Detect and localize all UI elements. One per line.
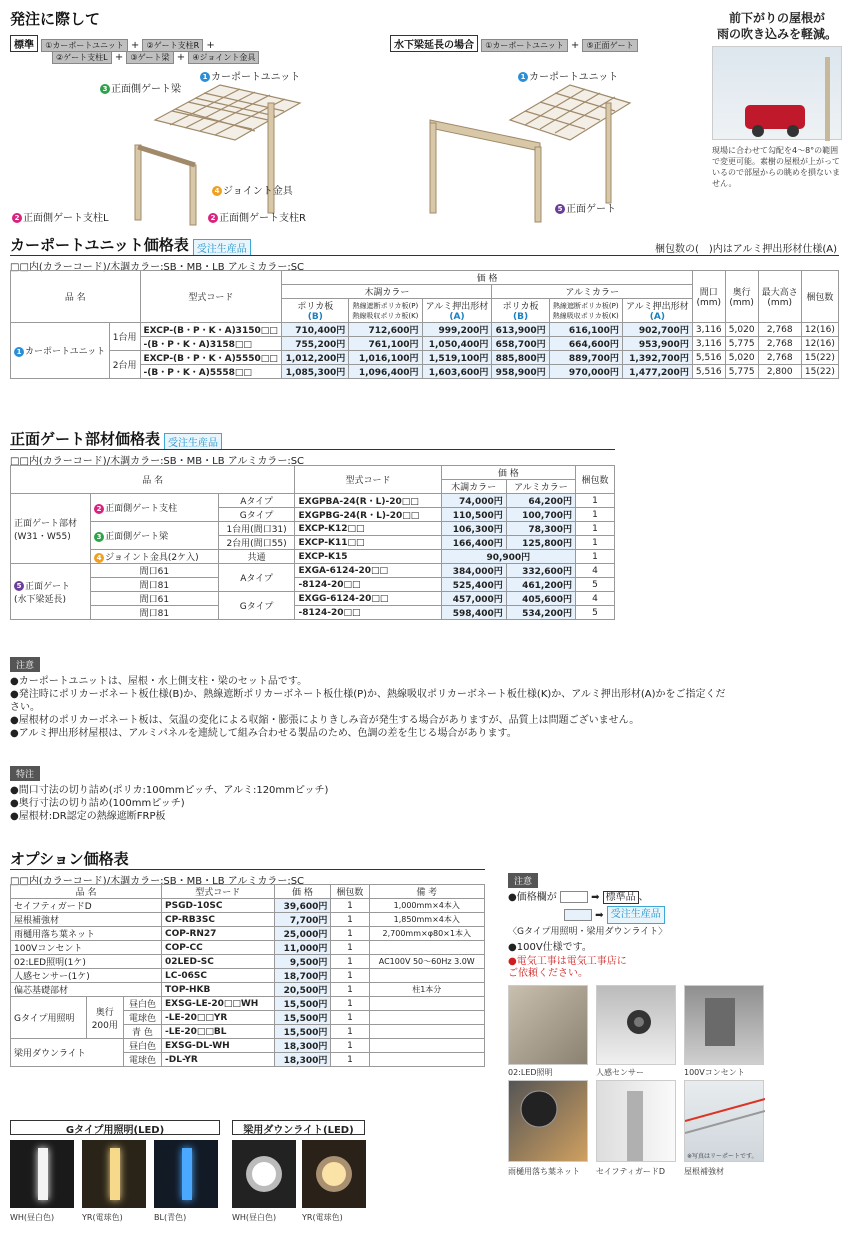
note-item: ●アルミ押出形材屋根は、アルミパネルを連続して組み合わせる製品のため、色調の差を生じる場合があります。 xyxy=(10,728,517,739)
model-code: EXSG-LE-20□□WH xyxy=(162,997,274,1011)
side-text: 現場に合わせて勾配を4〜8°の範囲で変更可能。素樹の屋根が上がっているので部屋からの眺めを損ないません。 xyxy=(712,146,840,188)
sub-type: 共通 xyxy=(218,550,295,564)
spec-cell: 2,768 xyxy=(758,337,801,351)
product-name: 1 カーポートユニット xyxy=(11,323,110,379)
pack-cell: 1 xyxy=(331,955,369,969)
notes-label: 注意 xyxy=(10,657,40,672)
item-name: 梁用ダウンライト xyxy=(11,1039,124,1067)
spec-cell: 5,020 xyxy=(725,351,758,365)
spec-cell: 15(22) xyxy=(801,351,838,365)
col-price: 価 格 xyxy=(282,271,693,285)
photo-caption: 雨樋用落ち葉ネット xyxy=(508,1167,580,1176)
col-pk: 梱包数 xyxy=(331,885,369,899)
pack-cell: 1 xyxy=(576,494,615,508)
category: 1台用 xyxy=(109,323,140,351)
spec-cell: 15(22) xyxy=(801,365,838,379)
col-wood: 木調カラー xyxy=(441,480,506,494)
price-cell: 970,000円 xyxy=(549,365,622,379)
price-cell: 166,400円 xyxy=(441,536,506,550)
photo-caption: WH(昼白色) xyxy=(10,1213,55,1222)
opt-note-line: ●価格欄が ➡ 標準品 、 xyxy=(508,892,649,903)
pack-cell: 1 xyxy=(331,913,369,927)
notes-list xyxy=(10,675,730,740)
pack-cell: 5 xyxy=(576,578,615,592)
item-name: 間口81 xyxy=(91,606,219,620)
opt-note-body xyxy=(508,890,688,980)
safety-guard-photo xyxy=(596,1080,676,1162)
spec-cell: 5,516 xyxy=(692,351,725,365)
model-code: TOP-HKB xyxy=(162,983,274,997)
photo-caption: YR(電球色) xyxy=(302,1213,343,1222)
table-row xyxy=(11,351,839,365)
side-photo xyxy=(712,46,842,140)
spec-cell: 3,116 xyxy=(692,323,725,337)
col-code: 型式コード xyxy=(162,885,274,899)
price-cell: 658,700円 xyxy=(492,337,549,351)
remark-cell: 1,000mm×4本入 xyxy=(369,899,485,913)
opt-note-line: ➡ 受注生産品 xyxy=(508,906,688,924)
sub-type: 1台用(間口31) xyxy=(218,522,295,536)
spec-cell: 5,775 xyxy=(725,365,758,379)
model-code: LC-06SC xyxy=(162,969,274,983)
combo-item: ②ゲート支柱L xyxy=(52,51,112,64)
price-cell: 664,600円 xyxy=(549,337,622,351)
sensor-photo xyxy=(596,985,676,1065)
combo-item: ④ジョイント金具 xyxy=(188,51,259,64)
model-code: -(B・P・K・A)5558□□ xyxy=(140,365,282,379)
col-poly: ポリカ板 (B) xyxy=(282,299,349,323)
col-pk: 梱包数 xyxy=(576,466,615,494)
standard-combo: 標準 ①カーポートユニット + ②ゲート支柱R + xyxy=(10,35,215,52)
price-cell: 755,200円 xyxy=(282,337,349,351)
option-table xyxy=(10,884,485,1067)
price-cell: 64,200円 xyxy=(506,494,575,508)
price-cell: 525,400円 xyxy=(441,578,506,592)
col-price: 価 格 xyxy=(274,885,331,899)
leafnet-photo xyxy=(508,1080,588,1162)
price-cell: 18,700円 xyxy=(274,969,331,983)
price-cell: 1,096,400円 xyxy=(349,365,422,379)
g-light-title: Gタイプ用照明(LED) xyxy=(10,1120,220,1135)
model-code: EXGA-6124-20□□ xyxy=(295,564,441,578)
pack-cell: 1 xyxy=(331,927,369,941)
opt-note xyxy=(508,873,538,888)
d-light-wh-photo xyxy=(232,1140,296,1208)
col-h: 最大高さ (mm) xyxy=(758,271,801,323)
pack-cell: 1 xyxy=(331,983,369,997)
item-name: 4 ジョイント金具(2ケ入) xyxy=(91,550,219,564)
remark-cell xyxy=(369,1025,485,1039)
combo-item: ③ゲート梁 xyxy=(126,51,173,64)
diagram-label: 1 カーポートユニット xyxy=(518,68,618,83)
photo-caption: WH(昼白色) xyxy=(232,1213,277,1222)
photo-caption: 02:LED照明 xyxy=(508,1068,553,1077)
col-w: 間口 (mm) xyxy=(692,271,725,323)
price-cell: 902,700円 xyxy=(622,323,692,337)
price-cell: 598,400円 xyxy=(441,606,506,620)
photo-caption: BL(青色) xyxy=(154,1213,187,1222)
pack-cell: 5 xyxy=(576,606,615,620)
model-code: -8124-20□□ xyxy=(295,578,441,592)
price-cell: 461,200円 xyxy=(506,578,575,592)
model-code: EXCP-K12□□ xyxy=(295,522,441,536)
roof-reinforce-photo xyxy=(684,1080,764,1162)
sub-type: 2台用(間口55) xyxy=(218,536,295,550)
special-list xyxy=(10,784,710,823)
price-cell: 11,000円 xyxy=(274,941,331,955)
col-price: 価 格 xyxy=(441,466,576,480)
model-code: -LE-20□□YR xyxy=(162,1011,274,1025)
item-name: 02:LED照明(1ケ) xyxy=(11,955,162,969)
group-name: 正面ゲート部材 (W31・W55) xyxy=(11,494,91,564)
color: 電球色 xyxy=(123,1053,161,1067)
led-photo xyxy=(508,985,588,1065)
table-row xyxy=(11,955,485,969)
table-row xyxy=(11,969,485,983)
table-row xyxy=(11,494,615,508)
price-cell: 457,000円 xyxy=(441,592,506,606)
item-name: 人感センサー(1ケ) xyxy=(11,969,162,983)
d-light-yr-photo xyxy=(302,1140,366,1208)
gate-title: 正面ゲート部材価格表 xyxy=(10,430,161,448)
pack-cell: 4 xyxy=(576,592,615,606)
price-cell: 15,500円 xyxy=(274,1025,331,1039)
table-row xyxy=(11,913,485,927)
table-row xyxy=(11,564,615,578)
table-row xyxy=(11,522,615,536)
item-name: 100Vコンセント xyxy=(11,941,162,955)
pack-cell: 4 xyxy=(576,564,615,578)
remark-cell xyxy=(369,1039,485,1053)
diagram-label: 4 ジョイント金具 xyxy=(212,182,293,197)
remark-cell: 柱1本分 xyxy=(369,983,485,997)
col-rem: 備 考 xyxy=(369,885,485,899)
photo-caption: セイフティガードD xyxy=(596,1167,666,1176)
pack-cell: 1 xyxy=(331,1025,369,1039)
pack-cell: 1 xyxy=(576,536,615,550)
item-name: 3 正面側ゲート梁 xyxy=(91,522,219,550)
price-cell: 616,100円 xyxy=(549,323,622,337)
pack-cell: 1 xyxy=(331,941,369,955)
combo-item: ②ゲート支柱R xyxy=(142,39,203,52)
model-code: COP-RN27 xyxy=(162,927,274,941)
pack-cell: 1 xyxy=(331,1053,369,1067)
carport-sub: □□内(カラーコード)/木調カラー:SB・MB・LB アルミカラー:SC xyxy=(10,255,839,273)
made-to-order-tag: 受注生産品 xyxy=(164,433,222,450)
price-cell: 1,012,200円 xyxy=(282,351,349,365)
combo-item: ⑤正面ゲート xyxy=(582,39,637,52)
table-row xyxy=(11,927,485,941)
color: 昼白色 xyxy=(123,997,161,1011)
price-cell: 15,500円 xyxy=(274,997,331,1011)
extend-combo: 水下梁延長の場合 ①カーポートユニット + ⑤正面ゲート xyxy=(390,35,638,52)
group-name: 5 正面ゲート (水下梁延長) xyxy=(11,564,91,620)
price-cell: 39,600円 xyxy=(274,899,331,913)
spec-cell: 2,768 xyxy=(758,323,801,337)
item-name: 偏芯基礎部材 xyxy=(11,983,162,997)
order-title: 発注に際して xyxy=(10,10,101,28)
col-pk: 梱包数 xyxy=(801,271,838,323)
price-cell: 15,500円 xyxy=(274,1011,331,1025)
col-poly: ポリカ板 (B) xyxy=(492,299,549,323)
col-alumi: アルミカラー xyxy=(506,480,575,494)
price-cell: 20,500円 xyxy=(274,983,331,997)
gate-title-wrap xyxy=(10,428,222,450)
note-item: ●発注時にポリカーボネート板仕様(B)か、熱線遮断ポリカーボネート板仕様(P)か、熱線吸収ポリカーボネート板仕様(K)か、アルミ押出形材(A)かをご指定ください。 xyxy=(10,689,726,713)
remark-cell: AC100V 50〜60Hz 3.0W xyxy=(369,955,485,969)
photo-caption: YR(電球色) xyxy=(82,1213,123,1222)
item-name: 間口61 xyxy=(91,564,219,578)
special xyxy=(10,766,40,781)
diagram-label: 2 正面側ゲート支柱L xyxy=(12,209,109,224)
remark-cell xyxy=(369,997,485,1011)
diagram-label: 5 正面ゲート xyxy=(555,200,616,215)
spec-cell: 5,775 xyxy=(725,337,758,351)
photo-caption: 100Vコンセント xyxy=(684,1068,745,1077)
price-cell: 106,300円 xyxy=(441,522,506,536)
item-name: セイフティガードD xyxy=(11,899,162,913)
col-extr: アルミ押出形材 (A) xyxy=(422,299,492,323)
col-d: 奥行 (mm) xyxy=(725,271,758,323)
sub-type: Gタイプ xyxy=(218,508,295,522)
spec-cell: 5,516 xyxy=(692,365,725,379)
price-cell: 384,000円 xyxy=(441,564,506,578)
gate-sub: □□内(カラーコード)/木調カラー:SB・MB・LB アルミカラー:SC xyxy=(10,449,615,467)
option-sub: □□内(カラーコード)/木調カラー:SB・MB・LB アルミカラー:SC xyxy=(10,869,485,887)
model-code: EXGG-6124-20□□ xyxy=(295,592,441,606)
model-code: EXCP-(B・P・K・A)5550□□ xyxy=(140,351,282,365)
side-title: 前下がりの屋根が 雨の吹き込みを軽減。 xyxy=(716,11,837,41)
pack-cell: 1 xyxy=(331,997,369,1011)
price-cell: 18,300円 xyxy=(274,1053,331,1067)
pack-cell: 1 xyxy=(331,899,369,913)
price-cell: 958,900円 xyxy=(492,365,549,379)
spec-cell: 12(16) xyxy=(801,337,838,351)
price-cell: 885,800円 xyxy=(492,351,549,365)
made-to-order-tag: 受注生産品 xyxy=(193,239,251,256)
remark-cell: 1,850mm×4本入 xyxy=(369,913,485,927)
col-name: 品 名 xyxy=(11,271,141,323)
model-code: COP-CC xyxy=(162,941,274,955)
price-cell: 78,300円 xyxy=(506,522,575,536)
model-code: EXCP-(B・P・K・A)3150□□ xyxy=(140,323,282,337)
price-cell: 761,100円 xyxy=(349,337,422,351)
opt-note-line: ●100V仕様です。 xyxy=(508,942,592,953)
diagram-label: 2 正面側ゲート支柱R xyxy=(208,209,306,224)
carport-table xyxy=(10,270,839,379)
price-cell: 710,400円 xyxy=(282,323,349,337)
col-code: 型式コード xyxy=(140,271,282,323)
price-cell: 1,392,700円 xyxy=(622,351,692,365)
price-cell: 332,600円 xyxy=(506,564,575,578)
remark-cell: 2,700mm×φ80×1本入 xyxy=(369,927,485,941)
model-code: CP-RB3SC xyxy=(162,913,274,927)
item-name: 間口61 xyxy=(91,592,219,606)
col-name: 品 名 xyxy=(11,466,295,494)
col-heat: 熱線遮断ポリカ板(P) 熱線吸収ポリカ板(K) xyxy=(349,299,422,323)
price-cell: 1,050,400円 xyxy=(422,337,492,351)
pack-cell: 1 xyxy=(576,508,615,522)
special-item: ●間口寸法の切り詰め(ポリカ:100mmピッチ、アルミ:120mmピッチ) xyxy=(10,785,329,796)
sub-type: Gタイプ xyxy=(218,592,295,620)
table-row xyxy=(11,578,615,592)
price-cell: 405,600円 xyxy=(506,592,575,606)
model-code: EXSG-DL-WH xyxy=(162,1039,274,1053)
opt-note-warning: ●電気工事は電気工事店に ご依頼ください。 xyxy=(508,956,627,979)
diagram-label: 1 カーポートユニット xyxy=(200,68,300,83)
model-code: -8124-20□□ xyxy=(295,606,441,620)
col-name: 品 名 xyxy=(11,885,162,899)
col-alumi: アルミカラー xyxy=(492,285,692,299)
color: 電球色 xyxy=(123,1011,161,1025)
table-row xyxy=(11,550,615,564)
special-item: ●奥行寸法の切り詰め(100mmピッチ) xyxy=(10,798,185,809)
model-code: EXGPBG-24(R・L)-20□□ xyxy=(295,508,441,522)
d-light-title: 梁用ダウンライト(LED) xyxy=(232,1120,365,1135)
table-row xyxy=(11,899,485,913)
opt-note-label: 注意 xyxy=(508,873,538,888)
price-cell: 534,200円 xyxy=(506,606,575,620)
spec-cell: 3,116 xyxy=(692,337,725,351)
col-code: 型式コード xyxy=(295,466,441,494)
model-code: -(B・P・K・A)3158□□ xyxy=(140,337,282,351)
price-cell: 100,700円 xyxy=(506,508,575,522)
col-extr: アルミ押出形材 (A) xyxy=(622,299,692,323)
model-code: -DL-YR xyxy=(162,1053,274,1067)
combo-item: ①カーポートユニット xyxy=(481,39,568,52)
category: 2台用 xyxy=(109,351,140,379)
remark-cell xyxy=(369,941,485,955)
pack-cell: 1 xyxy=(331,1039,369,1053)
pack-cell: 1 xyxy=(331,969,369,983)
price-cell: 125,800円 xyxy=(506,536,575,550)
carport-title-wrap xyxy=(10,234,251,256)
sub-type: Aタイプ xyxy=(218,494,295,508)
price-cell: 1,603,600円 xyxy=(422,365,492,379)
table-row xyxy=(11,1039,485,1053)
photo-caption: 屋根補強材 xyxy=(684,1167,724,1176)
model-code: EXGPBA-24(R・L)-20□□ xyxy=(295,494,441,508)
col-wood: 木調カラー xyxy=(282,285,492,299)
sub-type: Aタイプ xyxy=(218,564,295,592)
model-code: 02LED-SC xyxy=(162,955,274,969)
price-cell: 1,016,100円 xyxy=(349,351,422,365)
table-row xyxy=(11,997,485,1011)
price-cell: 889,700円 xyxy=(549,351,622,365)
outlet-photo xyxy=(684,985,764,1065)
g-light-wh-photo xyxy=(10,1140,74,1208)
price-cell: 74,000円 xyxy=(441,494,506,508)
price-cell: 25,000円 xyxy=(274,927,331,941)
note-item: ●屋根材のポリカーボネート板は、気温の変化による収縮・膨張によりきしみ音が発生する場合がありますが、品質上は問題ございません。 xyxy=(10,715,640,726)
model-code: EXCP-K15 xyxy=(295,550,441,564)
opt-note-line: 〈Gタイプ用照明・梁用ダウンライト〉 xyxy=(508,927,668,937)
table-row xyxy=(11,941,485,955)
color: 昼白色 xyxy=(123,1039,161,1053)
price-cell: 1,477,200円 xyxy=(622,365,692,379)
spec-cell: 5,020 xyxy=(725,323,758,337)
pack-cell: 1 xyxy=(331,1011,369,1025)
g-light-yr-photo xyxy=(82,1140,146,1208)
special-label: 特注 xyxy=(10,766,40,781)
price-cell: 712,600円 xyxy=(349,323,422,337)
table-row xyxy=(11,983,485,997)
option-title: オプション価格表 xyxy=(10,850,129,868)
pack-cell: 1 xyxy=(576,522,615,536)
remark-cell xyxy=(369,1011,485,1025)
spec-cell: 12(16) xyxy=(801,323,838,337)
extend-label: 水下梁延長の場合 xyxy=(390,35,478,52)
model-code: EXCP-K11□□ xyxy=(295,536,441,550)
price-cell: 18,300円 xyxy=(274,1039,331,1053)
carport-title: カーポートユニット価格表 xyxy=(10,236,189,254)
price-cell: 613,900円 xyxy=(492,323,549,337)
model-code: PSGD-10SC xyxy=(162,899,274,913)
price-cell: 110,500円 xyxy=(441,508,506,522)
photo-caption: 人感センサー xyxy=(596,1068,644,1077)
carport-note: 梱包数の( )内はアルミ押出形材仕様(A) xyxy=(654,244,837,255)
price-cell: 1,085,300円 xyxy=(282,365,349,379)
photo-note: ※写真はリーポートです。 xyxy=(687,1153,758,1160)
item-name: 屋根補強材 xyxy=(11,913,162,927)
pack-cell: 1 xyxy=(576,550,615,564)
spec-cell: 2,800 xyxy=(758,365,801,379)
note-item: ●カーポートユニットは、屋根・水上側支柱・梁のセット品です。 xyxy=(10,676,308,687)
g-light-bl-photo xyxy=(154,1140,218,1208)
price-cell: 999,200円 xyxy=(422,323,492,337)
table-row xyxy=(11,606,615,620)
table-row xyxy=(11,592,615,606)
price-cell: 7,700円 xyxy=(274,913,331,927)
item-name: 間口81 xyxy=(91,578,219,592)
gate-table xyxy=(10,465,615,620)
price-cell: 90,900円 xyxy=(441,550,576,564)
special-item: ●屋根材:DR認定の熱線遮断FRP板 xyxy=(10,811,166,822)
standard-combo-2: ②ゲート支柱L + ③ゲート梁 + ④ジョイント金具 xyxy=(52,51,259,64)
color: 青 色 xyxy=(123,1025,161,1039)
item-name: Gタイプ用照明 xyxy=(11,997,87,1039)
combo-item: ①カーポートユニット xyxy=(41,39,128,52)
item-name: 雨樋用落ち葉ネット xyxy=(11,927,162,941)
price-cell: 9,500円 xyxy=(274,955,331,969)
standard-label: 標準 xyxy=(10,35,38,52)
depth: 奥行 200用 xyxy=(86,997,123,1039)
item-name: 2 正面側ゲート支柱 xyxy=(91,494,219,522)
col-heat: 熱線遮断ポリカ板(P) 熱線吸収ポリカ板(K) xyxy=(549,299,622,323)
spec-cell: 2,768 xyxy=(758,351,801,365)
notes xyxy=(10,657,40,672)
price-cell: 953,900円 xyxy=(622,337,692,351)
price-cell: 1,519,100円 xyxy=(422,351,492,365)
table-row xyxy=(11,323,839,337)
diagram-label: 3 正面側ゲート梁 xyxy=(100,80,181,95)
remark-cell xyxy=(369,969,485,983)
remark-cell xyxy=(369,1053,485,1067)
model-code: -LE-20□□BL xyxy=(162,1025,274,1039)
